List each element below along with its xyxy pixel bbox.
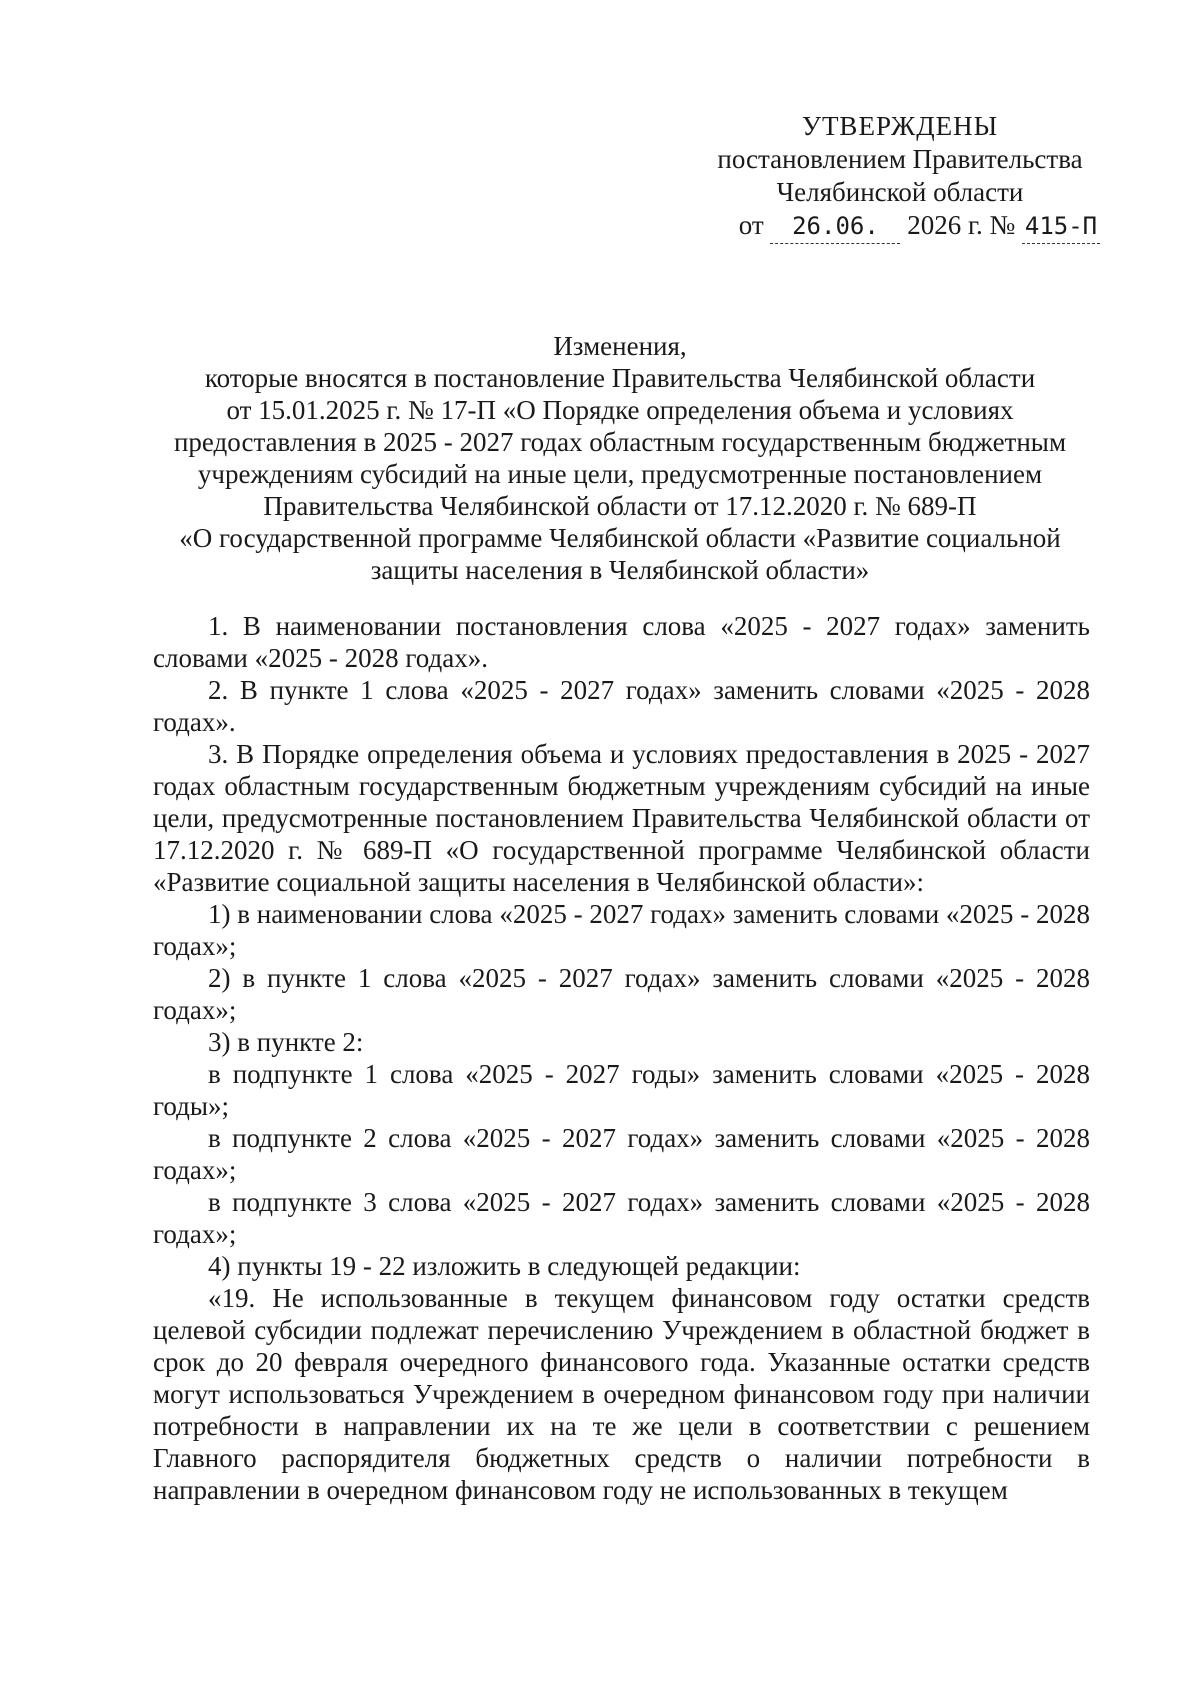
heading-line: предоставления в 2025 - 2027 годах областным государственным бюджетным (173, 427, 1067, 457)
date-value: 26.06. (770, 210, 900, 244)
heading-line: Правительства Челябинской области от 17.12.2020 г. № 689-П (263, 491, 977, 521)
document-body (153, 610, 1090, 1506)
paragraph: в подпункте 1 слова «2025 - 2027 годы» заменить словами «2025 - 2028 годы»; (153, 1059, 1090, 1121)
approval-stamp (690, 110, 1110, 244)
paragraph: в подпункте 3 слова «2025 - 2027 годах» заменить словами «2025 - 2028 годах»; (153, 1187, 1090, 1249)
paragraph: 2. В пункте 1 слова «2025 - 2027 годах» заменить словами «2025 - 2028 годах». (153, 675, 1090, 737)
heading-line: от 15.01.2025 г. № 17-П «О Порядке определения объема и условиях (226, 395, 1014, 425)
number-value: 415-П (1022, 210, 1100, 244)
paragraph: «19. Не использованные в текущем финансовом году остатки средств целевой субсидии подлежат перечислению Учреждением в областной бюджет в срок до 20 февраля очередного финансового года. Указанные остатки средств могут использоваться Учреждением в очередном финансовом году при наличии потребности в направлении их на те же цели в соответствии с решением Главного распорядителя бюджетных средств о наличии потребности в направлении в очередном финансовом году не использованных в текущем (153, 1283, 1090, 1505)
paragraph: 1) в наименовании слова «2025 - 2027 годах» заменить словами «2025 - 2028 годах»; (153, 899, 1090, 961)
heading-line: защиты населения в Челябинской области» (370, 555, 870, 585)
heading-line: «О государственной программе Челябинской области «Развитие социальной (179, 523, 1061, 553)
date-prefix: от (738, 210, 764, 240)
heading-line: Изменения, (553, 331, 687, 361)
paragraph: 1. В наименовании постановления слова «2025 - 2027 годах» заменить словами «2025 - 2028 годах». (153, 611, 1090, 673)
document-heading (150, 330, 1090, 586)
year-text: 2026 г. № (907, 210, 1016, 240)
heading-line: которые вносятся в постановление Правительства Челябинской области (204, 363, 1036, 393)
approval-line-2: Челябинской области (776, 177, 1024, 207)
approval-title: УТВЕРЖДЕНЫ (801, 111, 999, 141)
paragraph: 4) пункты 19 - 22 изложить в следующей редакции: (208, 1251, 801, 1281)
heading-line: учреждениям субсидий на иные цели, предусмотренные постановлением (197, 459, 1043, 489)
paragraph: 3) в пункте 2: (208, 1027, 364, 1057)
paragraph: 2) в пункте 1 слова «2025 - 2027 годах» заменить словами «2025 - 2028 годах»; (153, 963, 1090, 1025)
approval-line-1: постановлением Правительства (717, 144, 1083, 174)
paragraph: в подпункте 2 слова «2025 - 2027 годах» заменить словами «2025 - 2028 годах»; (153, 1123, 1090, 1185)
paragraph: 3. В Порядке определения объема и условиях предоставления в 2025 - 2027 годах областным государственным бюджетным учреждениям субсидий на иные цели, предусмотренные постановлением Правительства Челябинской области от 17.12.2020 г. № 689-П «О государственной программе Челябинской области «Развитие социальной защиты населения в Челябинской области»: (153, 739, 1090, 897)
approval-date-line (690, 209, 1110, 244)
